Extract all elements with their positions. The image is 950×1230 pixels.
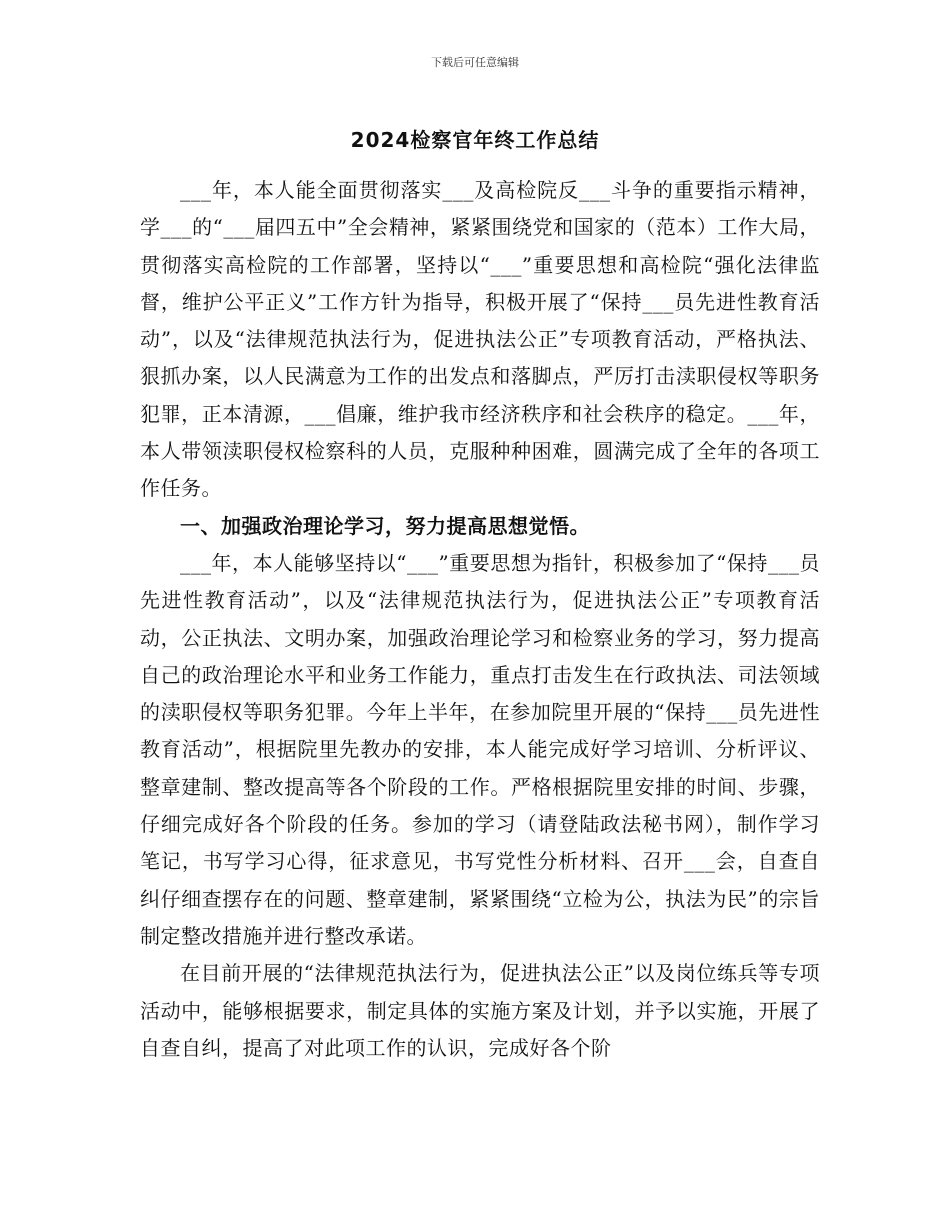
header-note: 下载后可任意编辑	[431, 56, 519, 69]
document-body	[140, 172, 820, 1067]
paragraph-intro: ___年，本人能全面贯彻落实___及高检院反___斗争的重要指示精神，学___的“___届四五中”全会精神，紧紧围绕党和国家的（范本）工作大局，贯彻落实高检院的工作部署，坚持以“___”重要思想和高检院“强化法律监督，维护公平正义”工作方针为指导，积极开展了“保持___员先进性教育活动”，以及“法律规范执法行为，促进执法公正”专项教育活动，严格执法、狠抓办案，以人民满意为工作的出发点和落脚点，严厉打击渎职侵权等职务犯罪，正本清源，___倡廉，维护我市经济秩序和社会秩序的稳定。___年，本人带领渎职侵权检察科的人员，克服种种困难，圆满完成了全年的各项工作任务。	[140, 178, 820, 501]
paragraph-section-1: ___年，本人能够坚持以“___”重要思想为指针，积极参加了“保持___员先进性教育活动”，以及“法律规范执法行为，促进执法公正”专项教育活动，公正执法、文明办案，加强政治理论学习和检察业务的学习，努力提高自己的政治理论水平和业务工作能力，重点打击发生在行政执法、司法领域的渎职侵权等职务犯罪。今年上半年，在参加院里开展的“保持___员先进性教育活动”，根据院里先教办的安排，本人能完成好学习培训、分析评议、整章建制、整改提高等各个阶段的工作。严格根据院里安排的时间、步骤，仔细完成好各个阶段的任务。参加的学习（请登陆政法秘书网），制作学习笔记，书写学习心得，征求意见，书写党性分析材料、召开___会，自查自纠仔细查摆存在的问题、整章建制，紧紧围绕“立检为公，执法为民”的宗旨制定整改措施并进行整改承诺。	[140, 550, 820, 948]
paragraph-section-1-continued: 在目前开展的“法律规范执法行为，促进执法公正”以及岗位练兵等专项活动中，能够根据要求，制定具体的实施方案及计划，并予以实施，开展了自查自纠，提高了对此项工作的认识，完成好各个阶	[140, 961, 820, 1060]
document-title: 2024检察官年终工作总结	[350, 128, 600, 152]
section-heading-1: 一、加强政治理论学习，努力提高思想觉悟。	[180, 513, 590, 538]
